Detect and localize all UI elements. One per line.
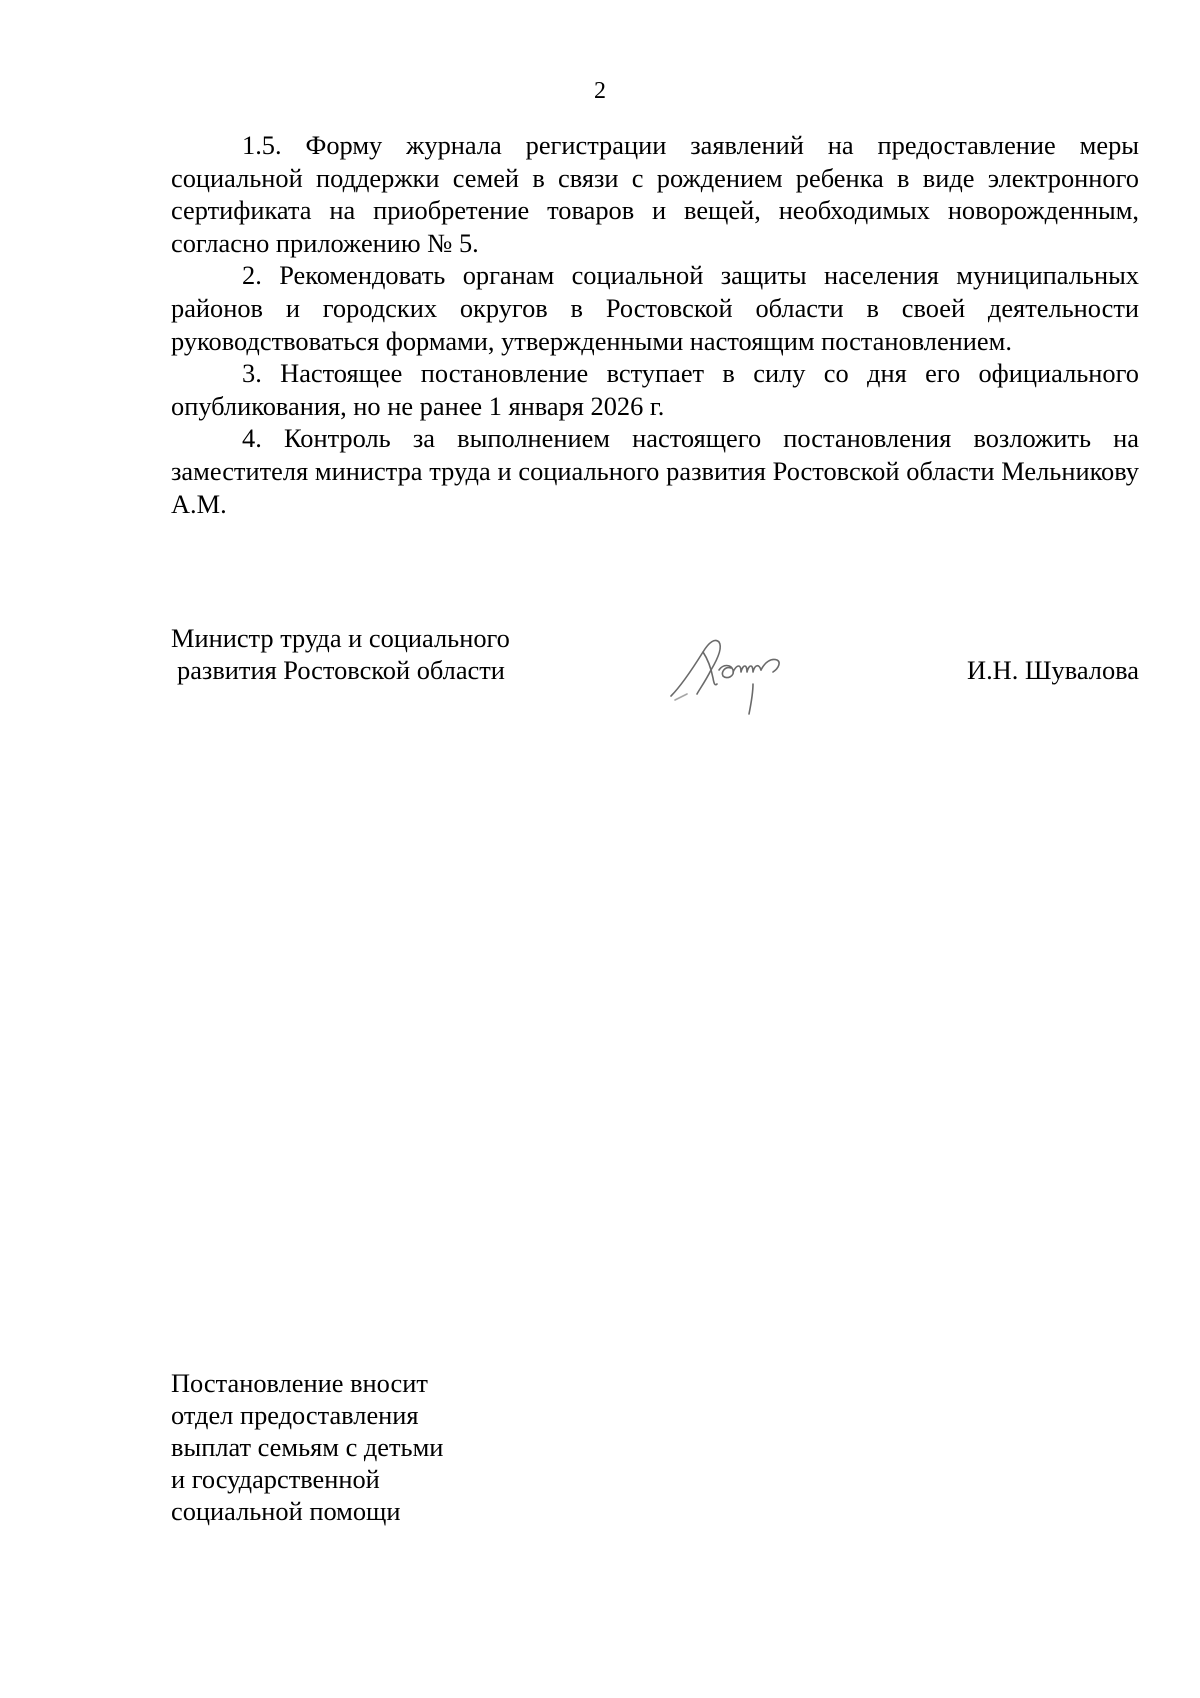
paragraph-3: 3. Настоящее постановление вступает в силу со дня его официального опубликования, но не ранее 1 января 2026 г. — [171, 358, 1139, 421]
paragraph-2: 2. Рекомендовать органам социальной защиты населения муниципальных районов и городских округов в Ростовской области в своей деятельности руководствоваться формами, утвержденными настоящим постановлением. — [171, 260, 1139, 356]
footer-note-line-5: социальной помощи — [171, 1496, 401, 1526]
minister-title — [171, 622, 510, 686]
minister-title-line-1: Министр труда и социального — [171, 623, 510, 653]
footer-note-line-2: отдел предоставления — [171, 1400, 419, 1430]
submitted-by-note — [171, 1367, 571, 1527]
paragraph-4: 4. Контроль за выполнением настоящего постановления возложить на заместителя министра труда и социального развития Ростовской области Мельникову А.М. — [171, 423, 1139, 519]
handwritten-signature-icon — [663, 628, 813, 728]
minister-title-line-2: развития Ростовской области — [177, 655, 505, 685]
minister-name: И.Н. Шувалова — [967, 655, 1139, 685]
document-body — [171, 129, 1139, 520]
page-number: 2 — [594, 78, 606, 104]
footer-note-line-4: и государственной — [171, 1464, 380, 1494]
footer-note-line-1: Постановление вносит — [171, 1368, 428, 1398]
footer-note-line-3: выплат семьям с детьми — [171, 1432, 444, 1462]
signature-block — [171, 622, 1139, 732]
paragraph-1-5: 1.5. Форму журнала регистрации заявлений на предоставление меры социальной поддержки семей в связи с рождением ребенка в виде электронного сертификата на приобретение товаров и вещей, необходимых новорожденным, согласно приложению № 5. — [171, 130, 1139, 258]
